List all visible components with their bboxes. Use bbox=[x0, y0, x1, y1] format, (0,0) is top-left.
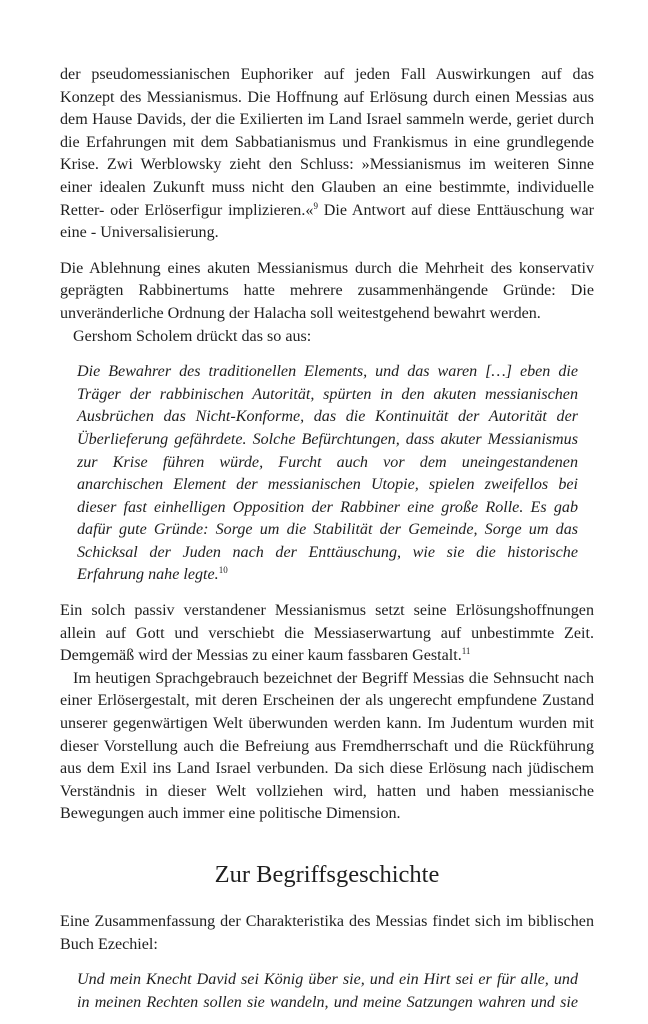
spacer bbox=[60, 245, 594, 258]
spacer bbox=[60, 348, 594, 361]
document-page bbox=[60, 64, 594, 1014]
quote-text: Die Bewahrer des traditionellen Elements, und das waren […] eben die Träger der rabbinischen Autorität, spürten in den akuten messianischen Ausbrüchen das Nicht-Konforme, das die Kontinuität der Autorität der Überlieferung gefährdete. Solche Befürchtungen, dass akuter Messianismus zur Krise führen würde, Furcht auch vor dem uneingestandenen anarchischen Element der messianischen Utopie, spielen zweifellos bei dieser fast einhelligen Opposition der Rabbiner eine große Rolle. Es gab dafür gute Gründe: Sorge um die Stabilität der Gemeinde, Sorge um das Schicksal der Juden nach der Enttäuschung, wie sie die historische Erfahrung nahe legte. bbox=[77, 363, 578, 584]
body-paragraph bbox=[60, 64, 594, 245]
spacer bbox=[60, 890, 594, 911]
body-paragraph: Gershom Scholem drückt das so aus: bbox=[73, 327, 312, 345]
body-paragraph: Die Ablehnung eines akuten Messianismus durch die Mehrheit des konservativ geprägten Rabbinertums hatte mehrere zusammenhängende Gründe: Die unveränderliche Ordnung der Halacha soll weitestgehend bewahrt werden. bbox=[60, 259, 594, 322]
paragraph-text: Die Antwort auf diese Enttäuschung war eine - Universalisierung. bbox=[60, 201, 594, 242]
spacer bbox=[60, 587, 594, 600]
body-paragraph: Im heutigen Sprachgebrauch bezeichnet der Begriff Messias die Sehnsucht nach einer Erlösergestalt, mit deren Erscheinen der als ungerecht empfundene Zustand unserer gegenwärtigen Welt überwunden werden kann. Im Judentum wurden mit dieser Vorstellung auch die Befreiung aus Fremdherrschaft und die Rückführung aus dem Exil ins Land Israel verbunden. Da sich diese Erlösung nach jüdischem Verständnis in dieser Welt vollziehen wird, hatten und haben messianische Bewegungen auch immer eine politische Dimension. bbox=[60, 669, 594, 823]
block-quote bbox=[77, 361, 578, 587]
body-paragraph bbox=[60, 600, 594, 668]
section-heading: Zur Begriffsgeschichte bbox=[214, 861, 440, 888]
paragraph-text: Ein solch passiv verstandener Messianismus setzt seine Erlösungshoffnungen allein auf Gott und verschiebt die Messiaserwartung auf unbestimmte Zeit. Demgemäß wird der Messias zu einer kaum fassbaren Gestalt. bbox=[60, 602, 594, 665]
footnote-ref[interactable]: 11 bbox=[461, 646, 471, 657]
spacer bbox=[60, 826, 594, 860]
block-quote: Und mein Knecht David sei König über sie, und ein Hirt sei er für alle, und in meinen Rechten sollen sie wandeln, und meine Satzungen wahren und sie bbox=[77, 971, 578, 1011]
paragraph-text: der pseudomessianischen Euphoriker auf jeden Fall Auswirkungen auf das Konzept des Messianismus. Die Hoffnung auf Erlösung durch einen Messias aus dem Hause Davids, der die Exilierten im Land Israel sammeln werde, geriet durch die Erfahrungen mit dem Sabbatianismus und Frankismus in eine grundlegende Krise. Zwi Werblowsky zieht den Schluss: »Messianismus im weiteren Sinne einer idealen Zukunft muss nicht den Glauben an eine bestimmte, individuelle Retter- oder Erlöserfigur implizieren.« bbox=[60, 66, 594, 219]
footnote-ref[interactable]: 10 bbox=[218, 565, 228, 576]
body-paragraph: Eine Zusammenfassung der Charakteristika des Messias findet sich im biblischen Buch Ezechiel: bbox=[60, 913, 594, 953]
footnote-ref[interactable]: 9 bbox=[313, 200, 318, 211]
spacer bbox=[60, 956, 594, 969]
